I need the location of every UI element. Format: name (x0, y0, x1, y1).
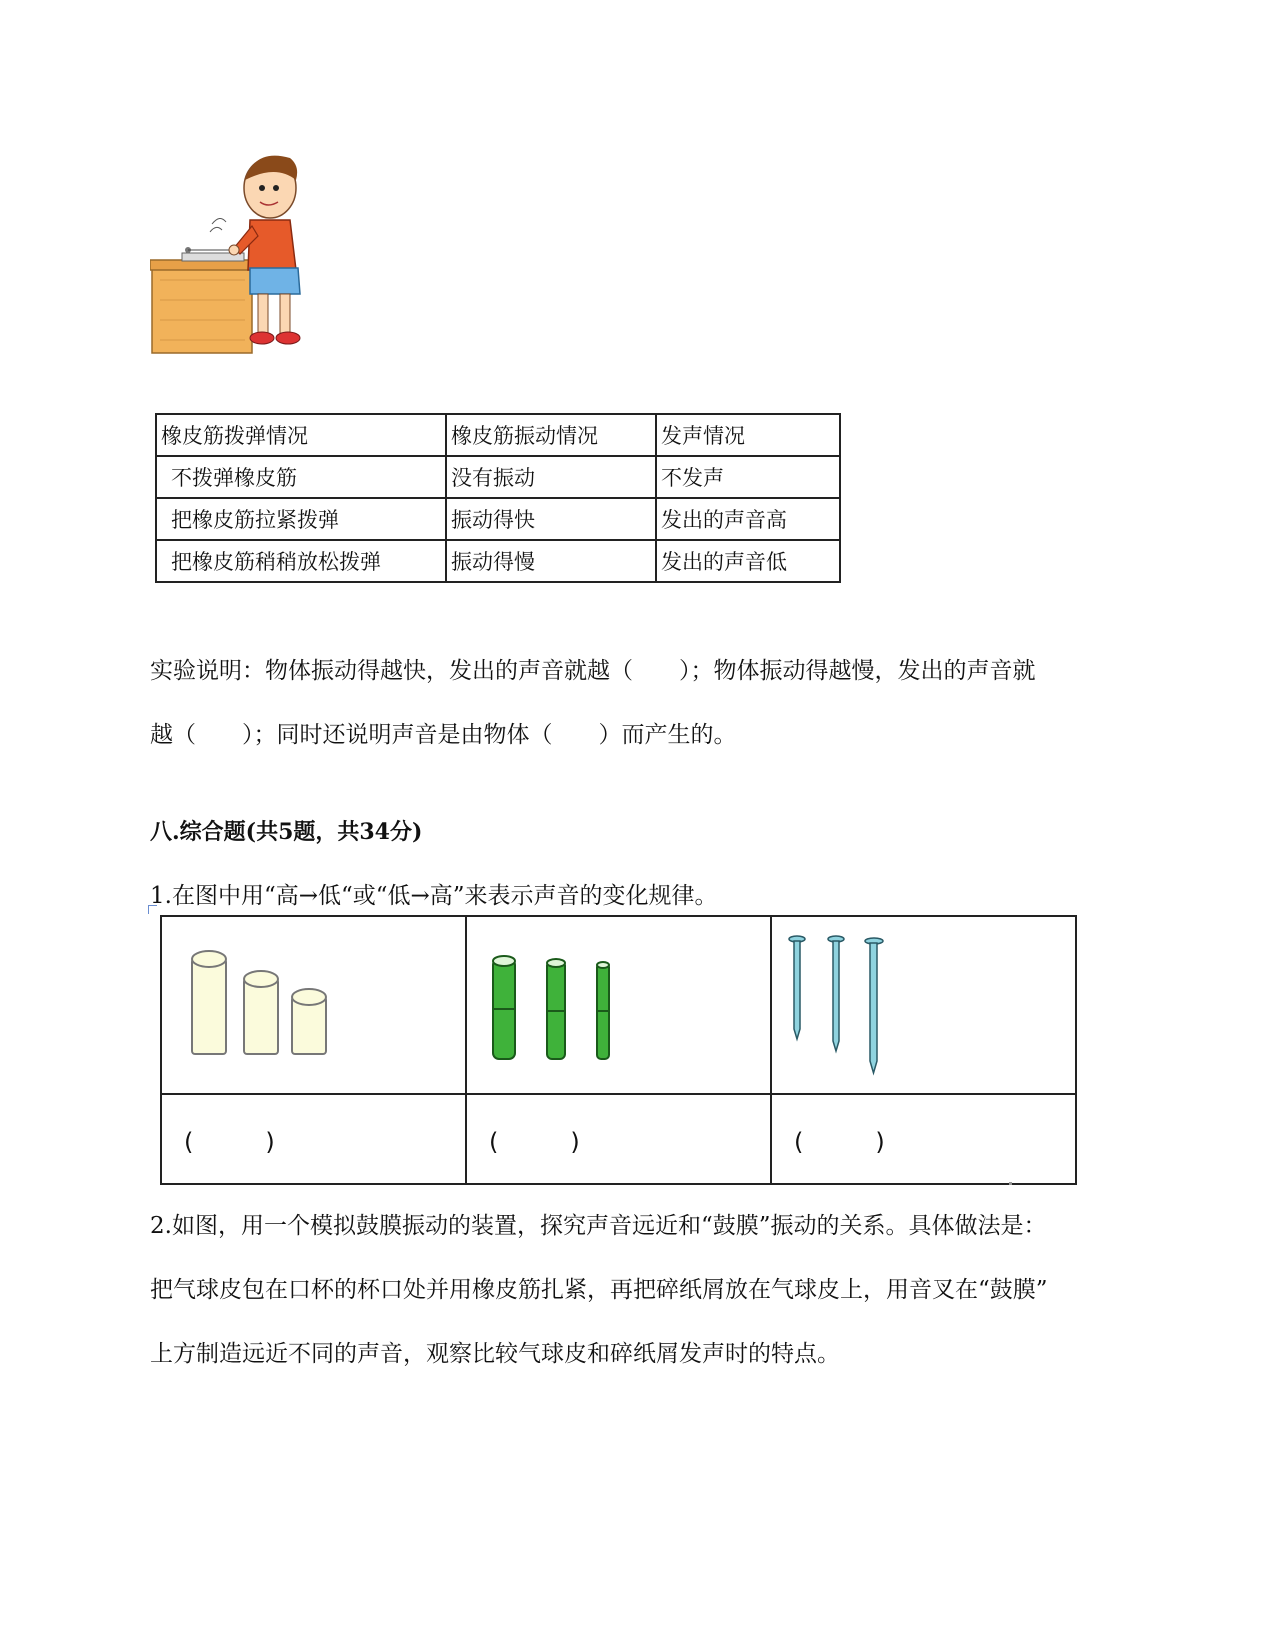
table-cell: 振动得慢 (446, 540, 656, 582)
table-corner-mark (1009, 1182, 1012, 1185)
answer-blank[interactable]: ( ) (161, 1094, 466, 1184)
question-2-line-1: 2.如图，用一个模拟鼓膜振动的装置，探究声音远近和“鼓膜”振动的关系。具体做法是： (150, 1213, 1047, 1239)
table-cell: 把橡皮筋稍稍放松拨弹 (156, 540, 446, 582)
sound-pattern-table (160, 915, 1077, 1185)
nails-cell (771, 916, 1076, 1094)
conclusion-line-1: 实验说明：物体振动得越快，发出的声音就越（ ）；物体振动得越慢，发出的声音就 (150, 658, 1036, 684)
cylinders-cell (161, 916, 466, 1094)
conclusion-line-2: 越（ ）；同时还说明声音是由物体（ ）而产生的。 (150, 722, 737, 748)
table-cell: 没有振动 (446, 456, 656, 498)
object-anchor-icon (148, 905, 157, 914)
section-heading: 八.综合题(共5题，共34分) (150, 819, 423, 845)
table-header-cell: 橡皮筋拨弹情况 (156, 414, 446, 456)
table-row (156, 498, 840, 540)
rubber-band-experiment-table (155, 413, 841, 583)
table-header-cell: 橡皮筋振动情况 (446, 414, 656, 456)
table-cell: 发出的声音高 (656, 498, 840, 540)
answer-blank[interactable]: ( ) (466, 1094, 771, 1184)
table-cell: 把橡皮筋拉紧拨弹 (156, 498, 446, 540)
boy-plucking-rubber-band-illustration (150, 150, 310, 355)
bamboo-tubes-cell (466, 916, 771, 1094)
question-2-line-3: 上方制造远近不同的声音，观察比较气球皮和碎纸屑发声时的特点。 (150, 1341, 840, 1367)
table-cell: 不发声 (656, 456, 840, 498)
table-header-cell: 发声情况 (656, 414, 840, 456)
question-1-text: 1.在图中用“高→低“或“低→高”来表示声音的变化规律。 (150, 883, 718, 909)
answer-blank[interactable]: ( ) (771, 1094, 1076, 1184)
question-2-line-2: 把气球皮包在口杯的杯口处并用橡皮筋扎紧，再把碎纸屑放在气球皮上，用音叉在“鼓膜” (150, 1277, 1048, 1303)
nails-picture (772, 917, 1053, 1093)
bamboo-tubes-picture (467, 917, 748, 1093)
cylinders-picture (162, 917, 443, 1093)
table-cell: 不拨弹橡皮筋 (156, 456, 446, 498)
table-row (156, 456, 840, 498)
table-cell: 发出的声音低 (656, 540, 840, 582)
table-row (156, 540, 840, 582)
table-cell: 振动得快 (446, 498, 656, 540)
